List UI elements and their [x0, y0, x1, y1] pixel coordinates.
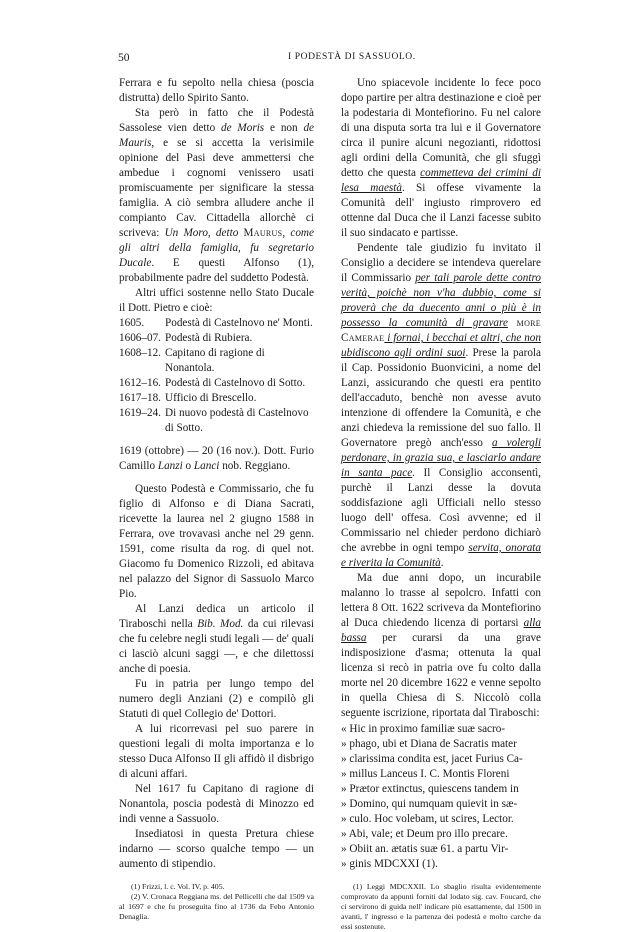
- right-column: [341, 76, 541, 932]
- list-item: 1619–24. Di nuovo podestà di Castelnovo di Sotto.: [119, 407, 309, 434]
- paragraph: Sta però in fatto che il Podestà Sassolese vien detto de Moris e non de Mauris, e se si accetta la verisimile opinione del Pasi deve ammettersi che ambedue i cognomi venissero usati promiscuamente per significare la stessa famiglia. A ciò sembra alludere anche il compianto Cav. Cittadella allorchè ci scriveva: Un Moro, detto Maurus, come gli altri della famiglia, fu segretario Ducale. E questi Alfonso (1), probabilmente padre del suddetto Podestà.: [119, 107, 314, 284]
- epitaph-line: « Hic in proximo familiæ suæ sacro-: [341, 723, 506, 735]
- list-item: 1606–07. Podestà di Rubiera.: [119, 332, 253, 344]
- paragraph: Ferrara e fu sepolto nella chiesa (poscia distrutta) dello Spirito Santo.: [119, 77, 314, 104]
- epitaph-line: » Domino, qui numquam quievit in sæ-: [341, 798, 518, 810]
- footnotes: [119, 882, 314, 922]
- footnotes: [341, 882, 541, 932]
- paragraph: Ma due anni dopo, un incurabile malanno lo trasse al sepolcro. Infatti con lettera 8 Ott. 1622 scriveva da Montefiorino al Duca chiedendo licenza di portarsi alla bassa per curarsi da una grave indisposizione d'asma; ottenuta la qual licenza si recò in patria ove fu colto dalla morte nel 20 dicembre 1622 e venne sepolto in quella Chiesa di S. Niccolò colla seguente iscrizione, riportata dal Tiraboschi:: [341, 572, 541, 719]
- paragraph: Pendente tale giudizio fu invitato il Consiglio a decidere se intendeva querelare il Commissario per tali parole dette contro verità, poichè non v'ha dubbio, come si proverà che da duecento anni o più è in possesso la comunità di gravare more Camerae i fornai, i becchai et altri, che non ubidiscono agli ordini suoi. Prese la parola il Cap. Possidonio Buonvicini, a nome del Lanzi, assicurando che questi era pentito dell'accaduto, benchè non avesse avuto intenzione di offendere la Comunità, e che anzi chiedeva la remissione del suo fallo. Il Governatore pregò anch'esso a volergli perdonare, in grazia sua, e lasciarlo andare in santa pace. Il Consiglio acconsentì, purchè il Lanzi desse la dovuta soddisfazione agli Ufficiali nello stesso luogo dell' offesa. Così avvenne; ed il Commissario nel chieder perdono dichiarò che avrebbe in ogni tempo servita, onorata e riverita la Comunità.: [341, 242, 541, 569]
- epitaph-line: » culo. Hoc volebam, ut scires, Lector.: [341, 813, 514, 825]
- paragraph: Questo Podestà e Commissario, che fu figlio di Alfonso e di Diana Sacrati, ricevette la laurea nel 2 giugno 1588 in Ferrara, ove trovavasi anche nel 29 genn. 1591, come risulta da rog. di quel not. Giacomo fu Domenico Rizzoli, ed abitava nel palazzo del Signor di Sassuolo Marco Pio.: [119, 483, 314, 600]
- page-header: [118, 52, 518, 68]
- offices-list: [119, 316, 314, 436]
- running-title: I PODESTÀ DI SASSUOLO.: [288, 52, 416, 62]
- epitaph-line: » clarissima condita est, jacet Furius Ca-: [341, 753, 523, 765]
- list-item: 1608–12. Capitano di ragione di Nonantola.: [119, 347, 265, 374]
- footnote: (1) Leggi MDCXXII. Lo sbaglio risulta evidentemente comprovato da appunti forniti dal lodato sig. cav. Foucard, che ci servirono di guida nell' indicare più esattamente, dal 1500 in avanti, l' ingresso e la partenza dei podestà e molto carche da essi sostenute.: [341, 882, 541, 931]
- epitaph-line: » Obiit an. ætatis suæ 61. a partu Vir-: [341, 843, 509, 855]
- list-item: 1612–16. Podestà di Castelnovo di Sotto.: [119, 377, 306, 389]
- paragraph: Al Lanzi dedica un articolo il Tiraboschi nella Bib. Mod. da cui rilevasi che fu celebre negli studi legali — de' quali ci lasciò alcuni saggi —, e che dilettossi anche di poesia.: [119, 603, 314, 675]
- paragraph: Uno spiacevole incidente lo fece poco dopo partire per altra destinazione e cioè per la podestaria di Montefiorino. Fu nel calore di una disputa sorta tra lui e il Governatore circa il punire alcuni negozianti, ridottosi agli ordini della Comunità, che gli sfuggì detto che questa commetteva dei crimini di lesa maestà. Si offese vivamente la Comunità dell' ingiusto rimprovero ed ottenne dal Duca che il Lanzi facesse subito il suo sindacato e partisse.: [341, 77, 541, 239]
- epitaph-line: » Abi, vale; et Deum pro illo precare.: [341, 828, 508, 840]
- page-number: 50: [118, 52, 130, 64]
- footnote: (1) Frizzi, l. c. Vol. IV, p. 405.: [131, 882, 225, 891]
- epitaph: [341, 722, 541, 872]
- epitaph-line: » ginis MDCXXI (1).: [341, 858, 438, 870]
- paragraph: Fu in patria per lungo tempo del numero degli Anziani (2) e compilò gli Statuti di quel Collegio de' Dottori.: [119, 678, 314, 720]
- left-column: [119, 76, 314, 922]
- list-item: 1617–18. Ufficio di Brescello.: [119, 392, 257, 404]
- paragraph: Nel 1617 fu Capitano di ragione di Nonantola, poscia podestà di Minozzo ed indi venne a Sassuolo.: [119, 783, 314, 825]
- epitaph-line: » phago, ubi et Diana de Sacratis mater: [341, 738, 517, 750]
- epitaph-line: » Prætor extinctus, quiescens tandem in: [341, 783, 519, 795]
- footnote: (2) V. Cronaca Reggiana ms. del Pellicelli che dal 1509 va al 1697 e che fu proseguita fino al 1736 da Febo Antonio Denaglia.: [119, 892, 314, 921]
- paragraph: A lui ricorrevasi pel suo parere in questioni legali di molta importanza e lo stesso Duca Alfonso II gli affidò il disbrigo di alcuni affari.: [119, 723, 314, 780]
- list-item: 1605. Podestà di Castelnovo ne' Monti.: [119, 317, 313, 329]
- epitaph-line: » millus Lanceus I. C. Montis Floreni: [341, 768, 510, 780]
- podesta-entry-heading: 1619 (ottobre) — 20 (16 nov.). Dott. Furio Camillo Lanzi o Lanci nob. Reggiano.: [119, 445, 314, 472]
- paragraph: Insediatosi in questa Pretura chiese indarno — scorso qualche tempo — un aumento di stipendio.: [119, 828, 314, 870]
- paragraph: Altri uffici sostenne nello Stato Ducale il Dott. Pietro e cioè:: [119, 287, 314, 314]
